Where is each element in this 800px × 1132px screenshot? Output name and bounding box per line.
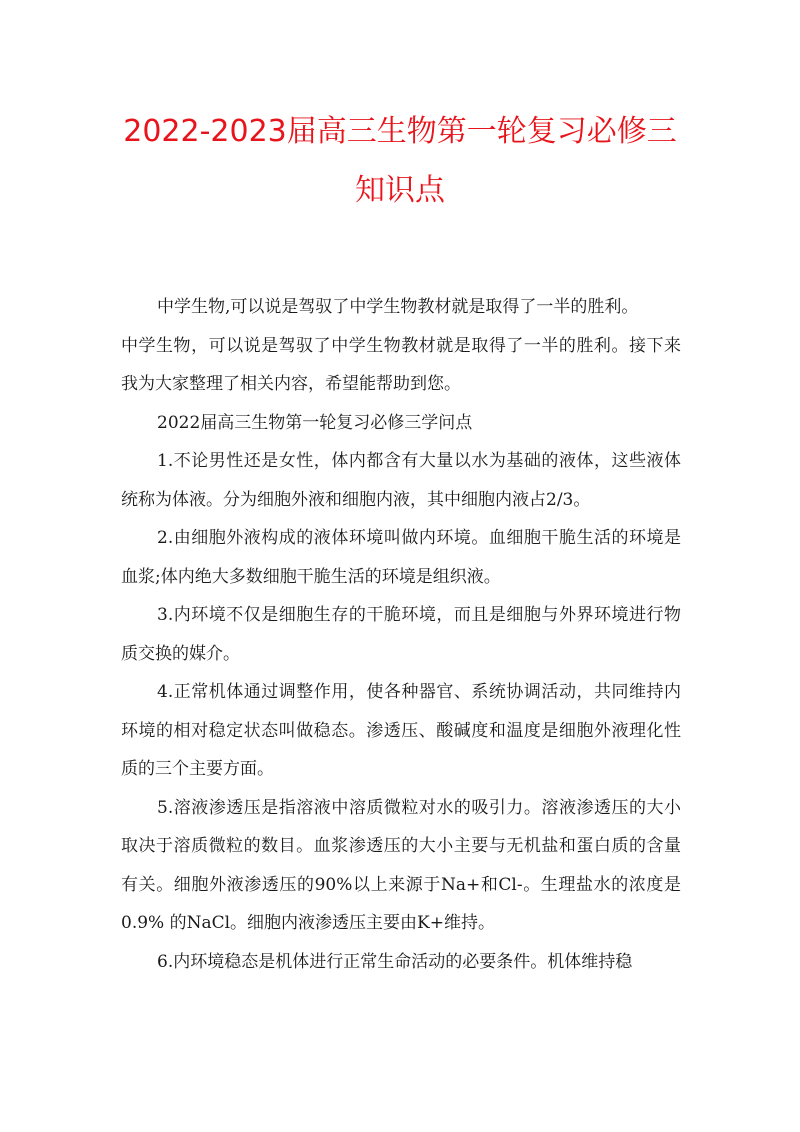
list-item-6: 6.内环境稳态是机体进行正常生命活动的必要条件。机体维持稳	[157, 951, 633, 972]
list-item-1: 1.不论男性还是女性，体内都含有大量以水为基础的液体，这些液体统称为体液。分为细胞外液和细胞内液，其中细胞内液占2/3。	[121, 451, 681, 510]
list-item-3: 3.内环境不仅是细胞生存的干脆环境，而且是细胞与外界环境进行物质交换的媒介。	[121, 605, 681, 664]
document-title-line-2: 知识点	[355, 173, 445, 208]
intro-paragraph: 中学生物，可以说是驾驭了中学生物教材就是取得了一半的胜利。接下来我为大家整理了相关内容，希望能帮助到您。	[121, 335, 681, 394]
list-item-2: 2.由细胞外液构成的液体环境叫做内环境。血细胞干脆生活的环境是血浆;体内绝大多数细胞干脆生活的环境是组织液。	[121, 528, 681, 587]
list-item-4: 4.正常机体通过调整作用，使各种器官、系统协调活动，共同维持内环境的相对稳定状态叫做稳态。渗透压、酸碱度和温度是细胞外液理化性质的三个主要方面。	[121, 682, 681, 779]
list-item-5: 5.溶液渗透压是指溶液中溶质微粒对水的吸引力。溶液渗透压的大小取决于溶质微粒的数目。血浆渗透压的大小主要与无机盐和蛋白质的含量有关。细胞外液渗透压的90%以上来源于Na+和Cl-。生理盐水的浓度是 0.9% 的NaCl。细胞内液渗透压主要由K+维持。	[121, 797, 681, 933]
document-title-line-1: 2022-2023届高三生物第一轮复习必修三	[123, 114, 677, 149]
intro-line: 中学生物,可以说是驾驭了中学生物教材就是取得了一半的胜利。	[157, 297, 639, 317]
subheading: 2022届高三生物第一轮复习必修三学问点	[157, 412, 473, 433]
document-body	[121, 288, 681, 981]
